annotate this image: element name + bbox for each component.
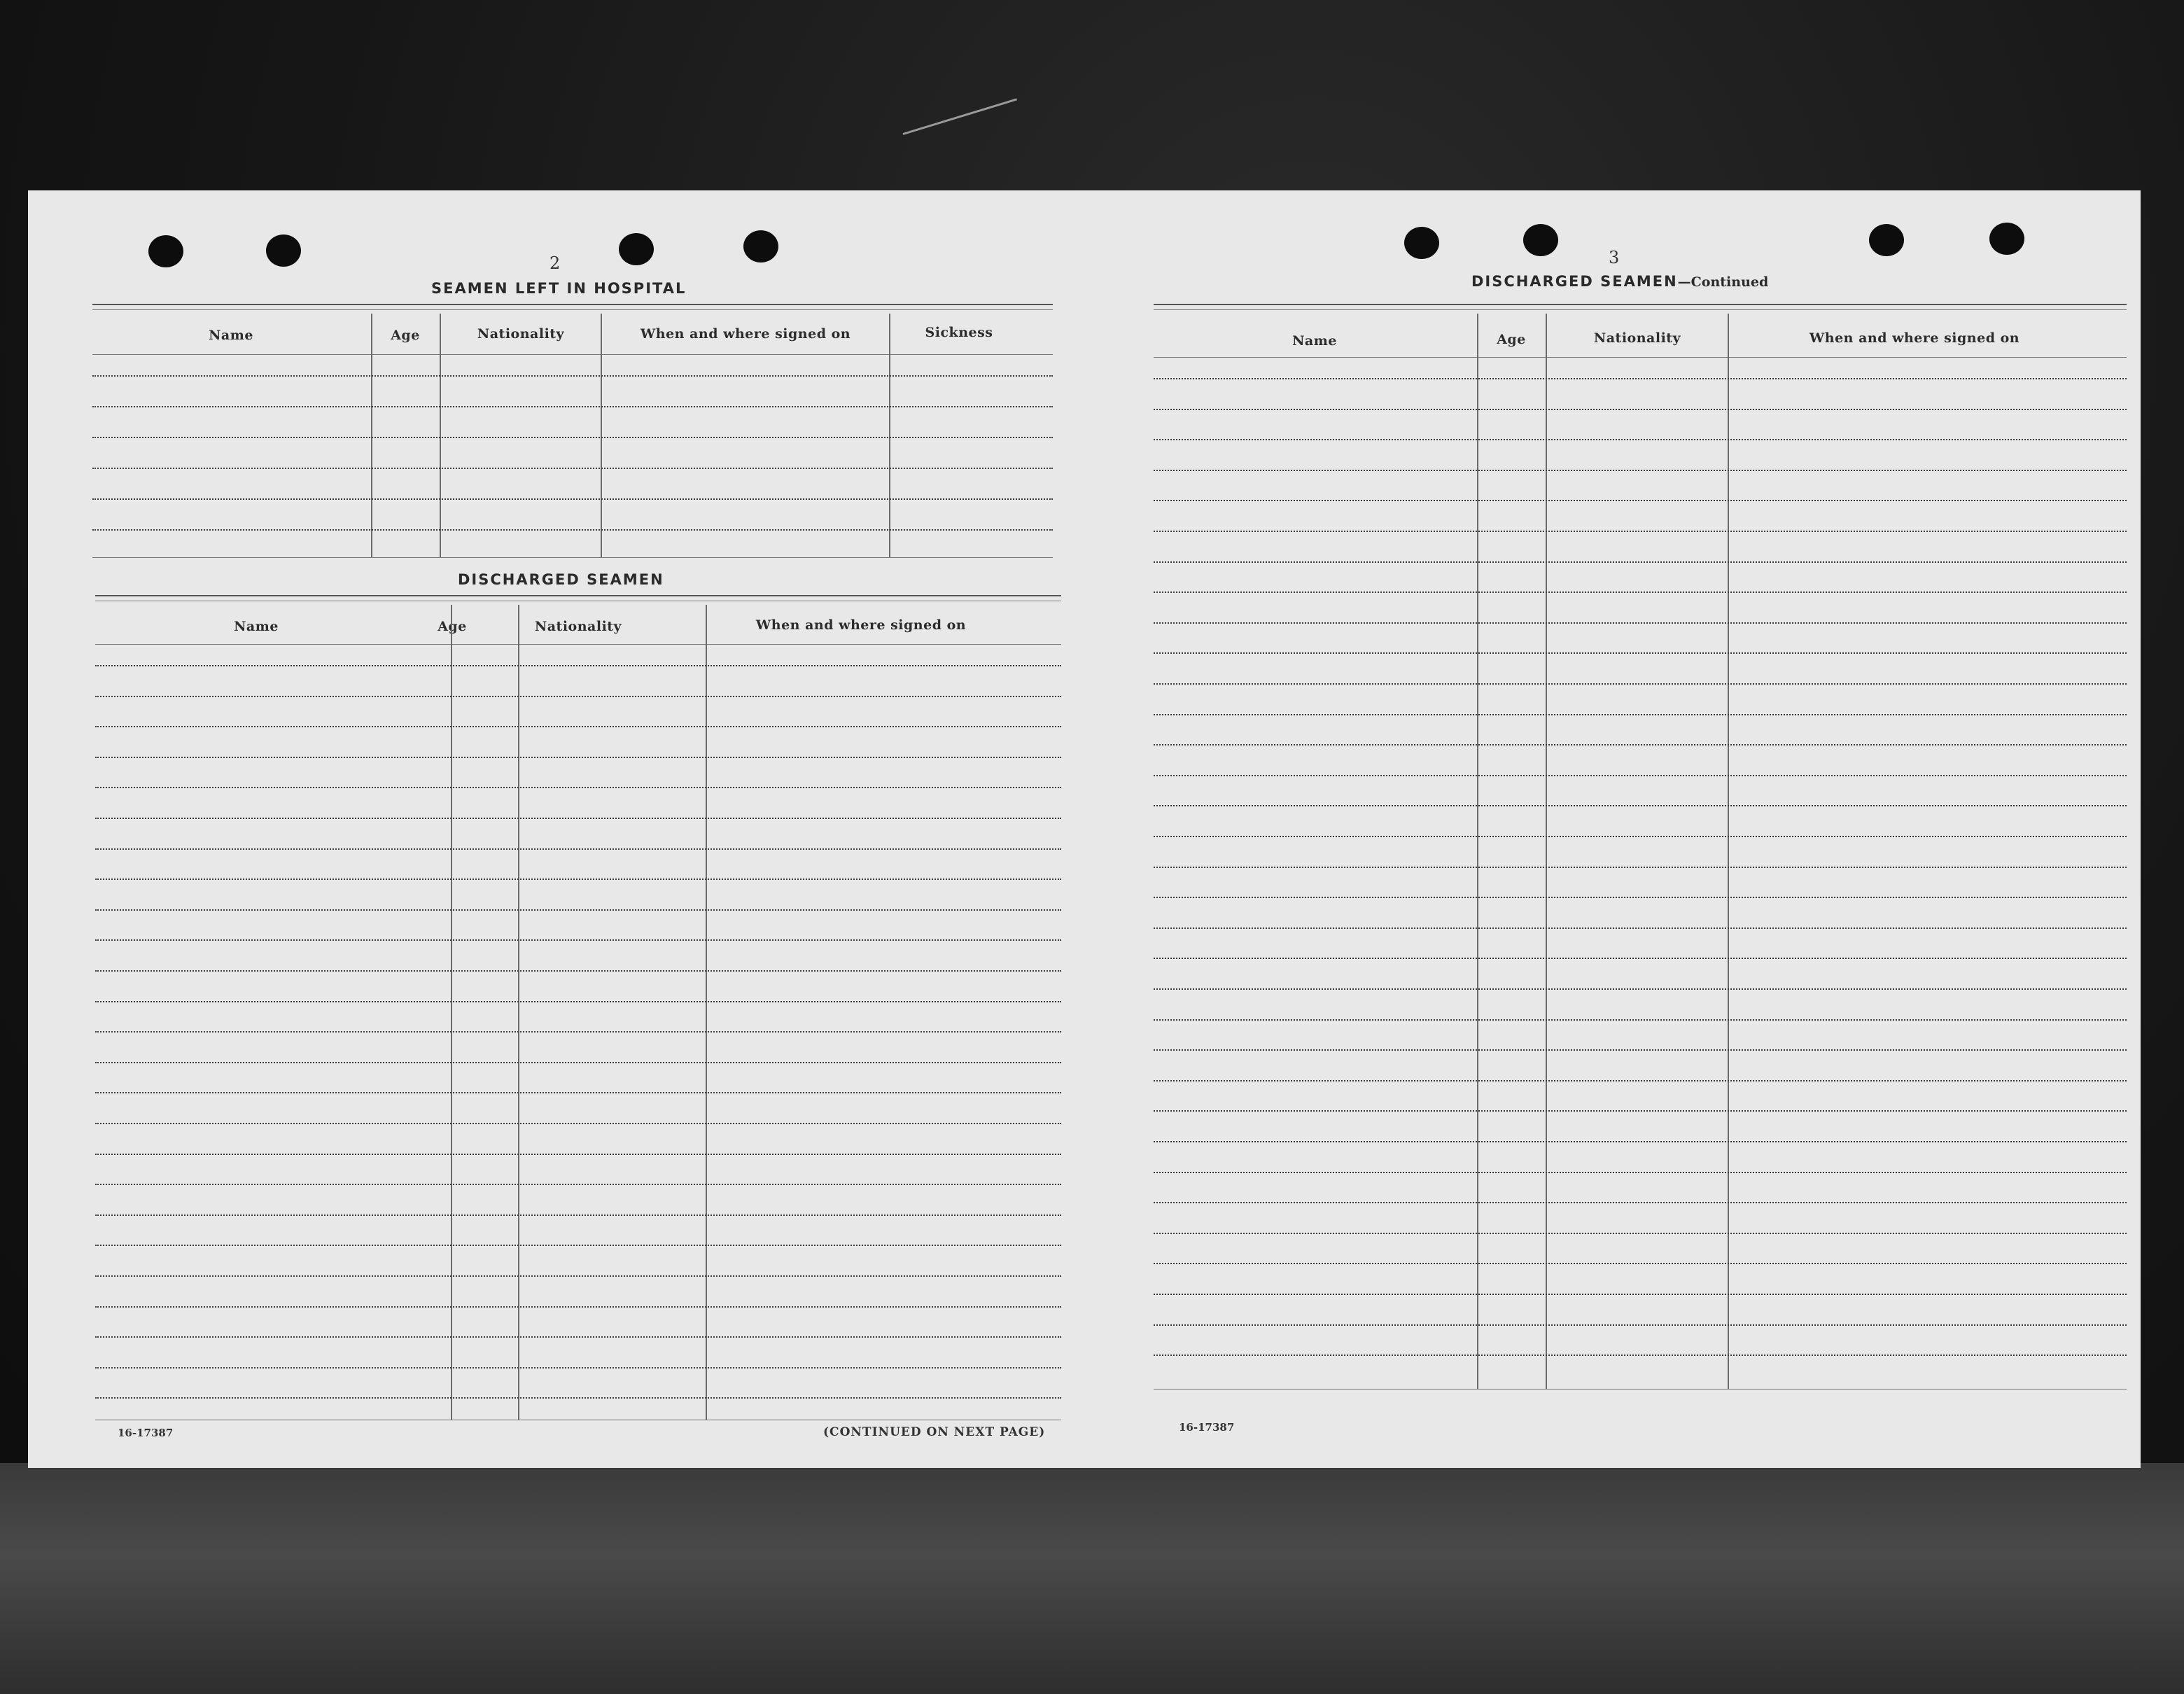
column-divider: [440, 314, 441, 557]
entry-line: [95, 1123, 1061, 1124]
entry-line: [95, 665, 1061, 666]
right-section-title-main: DISCHARGED SEAMEN: [1471, 273, 1678, 290]
entry-line: [95, 1031, 1061, 1032]
col-header-signed-on: When and where signed on: [755, 617, 967, 633]
col-header-sickness: Sickness: [925, 325, 993, 340]
entry-line: [95, 1306, 1061, 1308]
entry-line: [1154, 439, 2127, 440]
punch-hole: [1523, 224, 1558, 256]
discharged-table: [95, 595, 1061, 1435]
col-header-name: Name: [234, 619, 279, 634]
col-header-age: Age: [1497, 332, 1526, 347]
entry-line: [95, 878, 1061, 880]
entry-line: [95, 818, 1061, 819]
entry-line: [1154, 378, 2127, 379]
col-header-name: Name: [1292, 333, 1337, 349]
entry-line: [1154, 744, 2127, 746]
continued-note: (CONTINUED ON NEXT PAGE): [823, 1425, 1046, 1439]
punch-hole: [266, 234, 301, 267]
entry-line: [1154, 1110, 2127, 1112]
table-top-rule: [92, 309, 1053, 310]
entry-line: [1154, 1202, 2127, 1203]
entry-line: [1154, 652, 2127, 654]
entry-line: [95, 696, 1061, 697]
column-divider: [371, 314, 372, 557]
entry-line: [95, 1397, 1061, 1399]
entry-line: [95, 939, 1061, 941]
punch-hole: [1404, 227, 1439, 259]
col-header-nationality: Nationality: [477, 326, 565, 342]
scan-scratch-mark: [903, 98, 1017, 135]
entry-line: [1154, 775, 2127, 776]
table-top-rule: [95, 595, 1061, 596]
table-top-rule: [1154, 304, 2127, 305]
entry-line: [95, 726, 1061, 727]
col-header-age: Age: [391, 328, 420, 343]
left-page-number: 2: [550, 253, 561, 273]
entry-line: [1154, 622, 2127, 624]
entry-line: [92, 375, 1053, 377]
entry-line: [92, 406, 1053, 407]
punch-hole: [148, 235, 183, 267]
header-underline: [92, 354, 1053, 355]
entry-line: [95, 1367, 1061, 1368]
column-divider: [1728, 314, 1729, 1389]
table-top-rule: [1154, 309, 2127, 310]
entry-line: [1154, 500, 2127, 501]
hospital-section-title: SEAMEN LEFT IN HOSPITAL: [431, 280, 687, 297]
col-header-signed-on: When and where signed on: [1809, 330, 2020, 346]
entry-line: [95, 1062, 1061, 1063]
entry-line: [1154, 714, 2127, 715]
entry-line: [92, 468, 1053, 469]
column-divider: [1546, 314, 1547, 1389]
column-divider: [601, 314, 602, 557]
table-top-rule: [92, 304, 1053, 305]
punch-hole: [1989, 223, 2024, 255]
entry-line: [1154, 470, 2127, 471]
right-section-title: [1471, 273, 1768, 290]
punch-hole: [1869, 224, 1904, 256]
col-header-age: Age: [438, 619, 467, 634]
entry-line: [95, 1184, 1061, 1185]
discharged-section-title: DISCHARGED SEAMEN: [458, 571, 664, 588]
entry-line: [95, 1092, 1061, 1093]
column-divider: [1477, 314, 1478, 1389]
col-header-nationality: Nationality: [534, 619, 622, 634]
discharged-continued-table: [1154, 304, 2127, 1424]
entry-line: [1154, 1141, 2127, 1142]
table-bottom-rule: [92, 557, 1053, 558]
right-page-number: 3: [1609, 248, 1620, 267]
entry-line: [95, 787, 1061, 788]
right-form-number: 16-17387: [1179, 1421, 1235, 1434]
entry-line: [1154, 683, 2127, 685]
entry-line: [95, 1336, 1061, 1338]
entry-line: [1154, 1354, 2127, 1356]
entry-line: [1154, 1263, 2127, 1264]
entry-line: [1154, 836, 2127, 837]
left-form-number: 16-17387: [118, 1427, 174, 1439]
punch-hole: [743, 230, 778, 262]
entry-line: [92, 529, 1053, 531]
entry-line: [1154, 592, 2127, 593]
entry-line: [1154, 1294, 2127, 1295]
form-sheet: [28, 190, 2141, 1468]
column-divider: [889, 314, 890, 557]
entry-line: [95, 1154, 1061, 1155]
entry-line: [1154, 1049, 2127, 1051]
entry-line: [95, 757, 1061, 758]
entry-line: [1154, 409, 2127, 410]
entry-line: [95, 1275, 1061, 1277]
entry-line: [1154, 531, 2127, 532]
entry-line: [95, 1245, 1061, 1246]
entry-line: [1154, 1324, 2127, 1326]
scan-lower-band: [0, 1463, 2184, 1694]
entry-line: [95, 1214, 1061, 1216]
entry-line: [1154, 958, 2127, 959]
entry-line: [1154, 927, 2127, 929]
entry-line: [1154, 1172, 2127, 1173]
entry-line: [92, 437, 1053, 438]
entry-line: [1154, 988, 2127, 990]
entry-line: [95, 1001, 1061, 1002]
entry-line: [1154, 1233, 2127, 1234]
col-header-nationality: Nationality: [1593, 330, 1681, 346]
entry-line: [1154, 867, 2127, 868]
punch-hole: [619, 233, 654, 265]
entry-line: [92, 498, 1053, 500]
entry-line: [1154, 1080, 2127, 1082]
entry-line: [1154, 561, 2127, 563]
right-section-title-cont: —Continued: [1677, 274, 1769, 290]
entry-line: [1154, 897, 2127, 898]
col-header-name: Name: [209, 328, 253, 343]
table-bottom-rule: [1154, 1389, 2127, 1390]
entry-line: [95, 909, 1061, 911]
entry-line: [95, 970, 1061, 972]
entry-line: [95, 848, 1061, 850]
entry-line: [1154, 805, 2127, 806]
col-header-signed-on: When and where signed on: [640, 326, 851, 342]
header-underline: [1154, 357, 2127, 358]
header-underline: [95, 644, 1061, 645]
entry-line: [1154, 1019, 2127, 1021]
